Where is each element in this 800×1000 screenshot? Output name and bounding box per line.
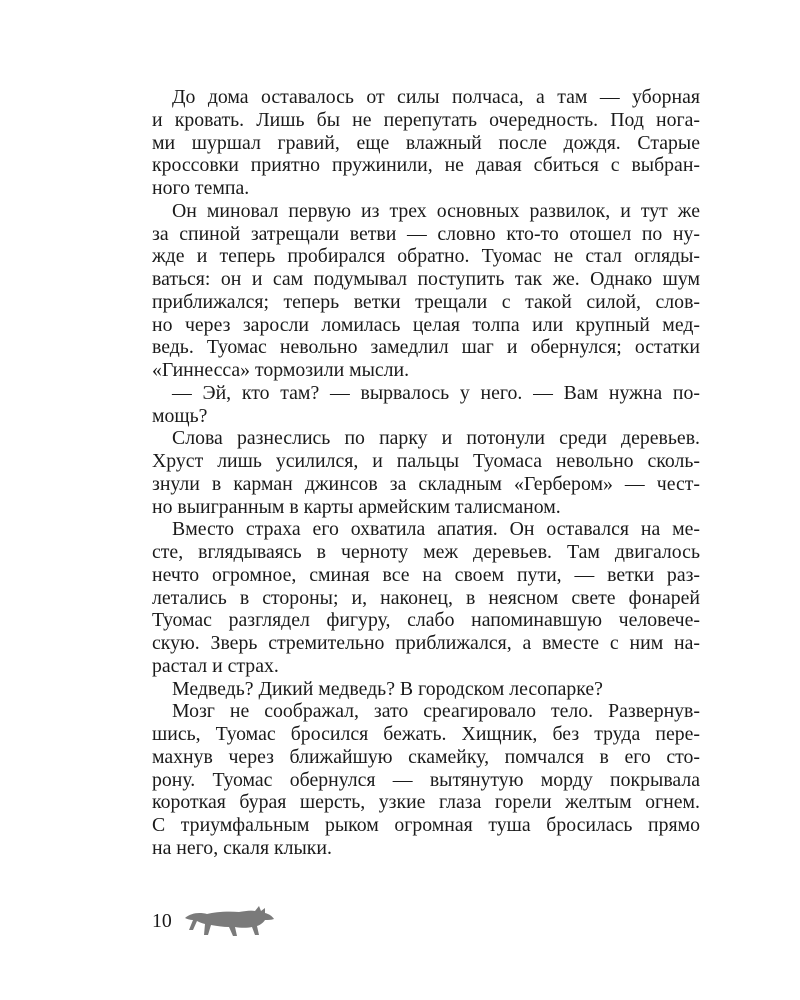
text-line: рону. Туомас обернулся — вытянутую морду покрывала [152,768,700,791]
text-line: короткая бурая шерсть, узкие глаза горели желтым огнем. [152,791,700,814]
text-line: Медведь? Дикий медведь? В городском лесопарке? [172,677,603,700]
text-line: сте, вглядываясь в черноту меж деревьев. Там двигалось [152,541,700,563]
page-number: 10 [152,910,172,932]
text-line: Вместо страха его охватила апатия. Он оставался на ме- [172,518,700,541]
text-line: ваться: он и сам подумывал поступить так же. Однако шум [152,268,700,290]
text-line: Мозг не соображал, зато среагировало тело. Развернув- [172,700,700,723]
text-line: кроссовки приятно пружинили, не давая сбиться с выбран- [152,154,700,177]
text-line: мощь? [152,404,208,427]
text-line: Хруст лишь усилился, и пальцы Туомаса невольно сколь- [152,450,700,472]
text-line: ведь. Туомас невольно замедлил шаг и обернулся; остатки [152,336,700,359]
wolf-icon [183,904,275,938]
body-text [152,86,700,860]
text-line: знули в карман джинсов за складным «Гербером» — чест- [152,472,700,495]
text-line: приближался; теперь ветки трещали с такой силой, слов- [152,290,700,313]
text-line: и кровать. Лишь бы не перепутать очередность. Под нога- [152,108,700,131]
text-line: Он миновал первую из трех основных развилок, и тут же [172,199,700,222]
text-line: «Гиннесса» тормозили мысли. [152,359,410,381]
text-line: за спиной затрещали ветви — словно кто-то отошел по ну- [152,222,700,245]
text-line: скую. Зверь стремительно приближался, а вместе с ним на- [152,632,700,654]
text-line: но через заросли ломилась целая толпа или крупный мед- [152,313,700,336]
text-line: махнув через ближайшую скамейку, помчался в его сто- [152,745,700,768]
text-line: ми шуршал гравий, еще влажный после дождя. Старые [152,131,700,154]
text-line: До дома оставалось от силы полчаса, а там — уборная [172,86,700,108]
text-line: на него, скаля клыки. [152,836,332,859]
text-line: нечто огромное, сминая все на своем пути, — ветки раз- [152,563,700,586]
text-line: шись, Туомас бросился бежать. Хищник, без труда пере- [152,723,700,745]
text-line: растал и страх. [152,654,279,677]
text-line: жде и теперь пробирался обратно. Туомас не стал огляды- [152,245,700,268]
text-line: С триумфальным рыком огромная туша бросилась прямо [152,814,700,836]
text-line: летались в стороны; и, наконец, в неясном свете фонарей [152,586,700,609]
text-line: Слова разнеслись по парку и потонули среди деревьев. [172,427,700,450]
text-line: но выигранным в карты армейским талисманом. [152,495,561,518]
text-line: Туомас разглядел фигуру, слабо напоминавшую человече- [152,609,700,632]
text-line: ного темпа. [152,177,250,199]
text-line: — Эй, кто там? — вырвалось у него. — Вам нужна по- [172,381,700,404]
